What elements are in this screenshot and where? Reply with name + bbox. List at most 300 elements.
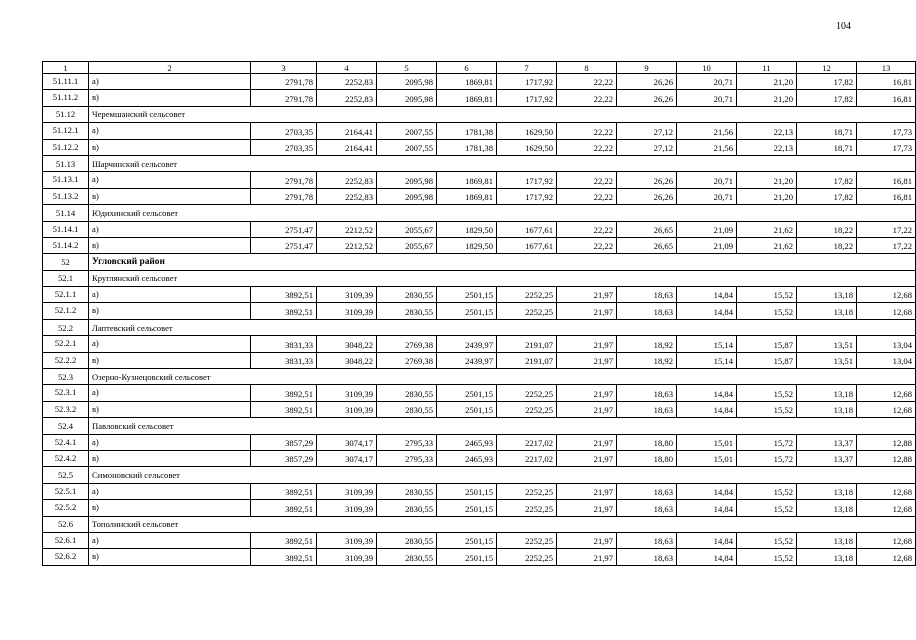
value-cell: 17,82 <box>797 188 857 204</box>
row-code: 51.13.2 <box>43 188 89 204</box>
row-code: 52.1 <box>43 270 89 286</box>
value-cell: 22,22 <box>557 139 617 155</box>
settlement-name: Озерно-Кузнецовский сельсовет <box>89 369 916 385</box>
value-cell: 2795,33 <box>377 434 437 450</box>
row-label: а) <box>89 221 251 237</box>
value-cell: 18,63 <box>617 287 677 303</box>
value-cell: 17,22 <box>857 237 916 253</box>
value-cell: 12,68 <box>857 287 916 303</box>
table-row <box>43 549 916 565</box>
value-cell: 27,12 <box>617 139 677 155</box>
value-cell: 2769,38 <box>377 352 437 368</box>
column-header: 4 <box>317 62 377 74</box>
value-cell: 21,97 <box>557 532 617 548</box>
value-cell: 3892,51 <box>251 532 317 548</box>
value-cell: 18,63 <box>617 385 677 401</box>
value-cell: 20,71 <box>677 172 737 188</box>
district-name: Угловский район <box>89 254 916 270</box>
value-cell: 18,63 <box>617 549 677 565</box>
value-cell: 1829,50 <box>437 237 497 253</box>
row-label: а) <box>89 123 251 139</box>
section-row <box>43 418 916 434</box>
value-cell: 1717,92 <box>497 172 557 188</box>
table-row <box>43 352 916 368</box>
row-label: а) <box>89 385 251 401</box>
settlement-name: Черемшанский сельсовет <box>89 106 916 122</box>
column-header: 3 <box>251 62 317 74</box>
value-cell: 15,01 <box>677 434 737 450</box>
value-cell: 15,87 <box>737 352 797 368</box>
value-cell: 2501,15 <box>437 483 497 499</box>
value-cell: 13,18 <box>797 385 857 401</box>
value-cell: 2501,15 <box>437 500 497 516</box>
value-cell: 3892,51 <box>251 303 317 319</box>
column-header: 8 <box>557 62 617 74</box>
value-cell: 15,52 <box>737 532 797 548</box>
table-row <box>43 139 916 155</box>
value-cell: 20,71 <box>677 74 737 90</box>
value-cell: 17,82 <box>797 90 857 106</box>
value-cell: 1629,50 <box>497 123 557 139</box>
section-row <box>43 319 916 335</box>
value-cell: 15,52 <box>737 483 797 499</box>
value-cell: 21,97 <box>557 352 617 368</box>
column-header: 13 <box>857 62 916 74</box>
value-cell: 22,13 <box>737 139 797 155</box>
tariff-table <box>42 61 916 566</box>
row-code: 51.14 <box>43 205 89 221</box>
value-cell: 3892,51 <box>251 500 317 516</box>
row-code: 52.5 <box>43 467 89 483</box>
value-cell: 3074,17 <box>317 434 377 450</box>
table-body <box>43 62 916 566</box>
value-cell: 21,62 <box>737 237 797 253</box>
value-cell: 14,84 <box>677 483 737 499</box>
value-cell: 12,88 <box>857 434 916 450</box>
row-label: в) <box>89 303 251 319</box>
row-code: 52.5.2 <box>43 500 89 516</box>
value-cell: 2791,78 <box>251 172 317 188</box>
value-cell: 17,82 <box>797 74 857 90</box>
value-cell: 3109,39 <box>317 500 377 516</box>
value-cell: 12,68 <box>857 483 916 499</box>
value-cell: 2164,41 <box>317 123 377 139</box>
value-cell: 2830,55 <box>377 385 437 401</box>
value-cell: 21,97 <box>557 336 617 352</box>
table-row <box>43 287 916 303</box>
value-cell: 13,04 <box>857 352 916 368</box>
value-cell: 2791,78 <box>251 90 317 106</box>
value-cell: 3074,17 <box>317 450 377 466</box>
value-cell: 13,37 <box>797 450 857 466</box>
value-cell: 3892,51 <box>251 549 317 565</box>
value-cell: 22,22 <box>557 172 617 188</box>
value-cell: 3109,39 <box>317 401 377 417</box>
value-cell: 18,71 <box>797 139 857 155</box>
value-cell: 21,56 <box>677 123 737 139</box>
value-cell: 15,01 <box>677 450 737 466</box>
value-cell: 13,04 <box>857 336 916 352</box>
value-cell: 2191,07 <box>497 336 557 352</box>
table-row <box>43 74 916 90</box>
value-cell: 18,80 <box>617 434 677 450</box>
value-cell: 21,97 <box>557 401 617 417</box>
value-cell: 21,97 <box>557 434 617 450</box>
value-cell: 1717,92 <box>497 90 557 106</box>
table-row <box>43 123 916 139</box>
value-cell: 2830,55 <box>377 303 437 319</box>
value-cell: 22,22 <box>557 221 617 237</box>
settlement-name: Симоновский сельсовет <box>89 467 916 483</box>
table-row <box>43 303 916 319</box>
table-row <box>43 500 916 516</box>
value-cell: 2007,55 <box>377 139 437 155</box>
row-code: 52.3.2 <box>43 401 89 417</box>
value-cell: 17,82 <box>797 172 857 188</box>
value-cell: 3048,22 <box>317 336 377 352</box>
value-cell: 3892,51 <box>251 385 317 401</box>
value-cell: 26,26 <box>617 74 677 90</box>
row-code: 51.13 <box>43 155 89 171</box>
value-cell: 17,73 <box>857 139 916 155</box>
table-row <box>43 483 916 499</box>
value-cell: 14,84 <box>677 385 737 401</box>
row-code: 52.4.2 <box>43 450 89 466</box>
settlement-name: Тополинский сельсовет <box>89 516 916 532</box>
value-cell: 1869,81 <box>437 90 497 106</box>
column-header: 2 <box>89 62 251 74</box>
settlement-name: Круглянский сельсовет <box>89 270 916 286</box>
row-label: а) <box>89 483 251 499</box>
value-cell: 2252,25 <box>497 287 557 303</box>
value-cell: 22,22 <box>557 188 617 204</box>
value-cell: 2252,25 <box>497 549 557 565</box>
value-cell: 3109,39 <box>317 303 377 319</box>
value-cell: 2055,67 <box>377 221 437 237</box>
row-code: 52.1.2 <box>43 303 89 319</box>
value-cell: 21,20 <box>737 188 797 204</box>
value-cell: 13,51 <box>797 336 857 352</box>
row-code: 51.12 <box>43 106 89 122</box>
value-cell: 2095,98 <box>377 188 437 204</box>
value-cell: 2252,25 <box>497 532 557 548</box>
row-label: а) <box>89 532 251 548</box>
value-cell: 21,09 <box>677 237 737 253</box>
value-cell: 2501,15 <box>437 385 497 401</box>
value-cell: 21,09 <box>677 221 737 237</box>
page-number: 104 <box>836 21 851 32</box>
row-code: 52.2 <box>43 319 89 335</box>
value-cell: 18,71 <box>797 123 857 139</box>
row-label: а) <box>89 336 251 352</box>
row-code: 51.11.1 <box>43 74 89 90</box>
value-cell: 2095,98 <box>377 172 437 188</box>
row-label: в) <box>89 90 251 106</box>
value-cell: 3109,39 <box>317 483 377 499</box>
value-cell: 2252,83 <box>317 172 377 188</box>
section-row <box>43 155 916 171</box>
value-cell: 20,71 <box>677 188 737 204</box>
table-row <box>43 172 916 188</box>
table-row <box>43 401 916 417</box>
column-header: 1 <box>43 62 89 74</box>
value-cell: 15,87 <box>737 336 797 352</box>
value-cell: 15,52 <box>737 401 797 417</box>
value-cell: 18,92 <box>617 336 677 352</box>
value-cell: 2212,52 <box>317 221 377 237</box>
row-code: 52.5.1 <box>43 483 89 499</box>
value-cell: 13,18 <box>797 549 857 565</box>
table-row <box>43 385 916 401</box>
row-code: 52.4.1 <box>43 434 89 450</box>
value-cell: 21,62 <box>737 221 797 237</box>
row-label: в) <box>89 237 251 253</box>
row-code: 51.14.1 <box>43 221 89 237</box>
row-label: а) <box>89 434 251 450</box>
settlement-name: Шарчинский сельсовет <box>89 155 916 171</box>
value-cell: 2795,33 <box>377 450 437 466</box>
table-row <box>43 532 916 548</box>
value-cell: 27,12 <box>617 123 677 139</box>
value-cell: 21,97 <box>557 303 617 319</box>
value-cell: 2164,41 <box>317 139 377 155</box>
value-cell: 2191,07 <box>497 352 557 368</box>
value-cell: 21,97 <box>557 549 617 565</box>
row-label: в) <box>89 549 251 565</box>
value-cell: 13,18 <box>797 303 857 319</box>
row-code: 51.13.1 <box>43 172 89 188</box>
row-code: 52.6.1 <box>43 532 89 548</box>
value-cell: 12,68 <box>857 549 916 565</box>
section-row <box>43 205 916 221</box>
value-cell: 12,68 <box>857 303 916 319</box>
row-code: 52 <box>43 254 89 270</box>
value-cell: 2252,83 <box>317 188 377 204</box>
value-cell: 22,22 <box>557 123 617 139</box>
section-row <box>43 369 916 385</box>
value-cell: 1629,50 <box>497 139 557 155</box>
row-label: в) <box>89 401 251 417</box>
value-cell: 26,65 <box>617 221 677 237</box>
value-cell: 2055,67 <box>377 237 437 253</box>
column-header: 6 <box>437 62 497 74</box>
value-cell: 2501,15 <box>437 303 497 319</box>
value-cell: 21,97 <box>557 500 617 516</box>
value-cell: 2830,55 <box>377 483 437 499</box>
value-cell: 15,52 <box>737 385 797 401</box>
value-cell: 21,97 <box>557 450 617 466</box>
column-header: 7 <box>497 62 557 74</box>
row-code: 52.2.1 <box>43 336 89 352</box>
value-cell: 1869,81 <box>437 74 497 90</box>
value-cell: 3109,39 <box>317 385 377 401</box>
value-cell: 2007,55 <box>377 123 437 139</box>
value-cell: 21,20 <box>737 74 797 90</box>
section-row <box>43 516 916 532</box>
value-cell: 1781,38 <box>437 139 497 155</box>
value-cell: 2212,52 <box>317 237 377 253</box>
column-header: 11 <box>737 62 797 74</box>
settlement-name: Лаптевский сельсовет <box>89 319 916 335</box>
value-cell: 26,26 <box>617 188 677 204</box>
district-row <box>43 254 916 270</box>
column-header: 10 <box>677 62 737 74</box>
value-cell: 3892,51 <box>251 401 317 417</box>
value-cell: 18,63 <box>617 532 677 548</box>
value-cell: 3109,39 <box>317 549 377 565</box>
value-cell: 13,18 <box>797 532 857 548</box>
row-code: 52.3.1 <box>43 385 89 401</box>
row-code: 51.12.2 <box>43 139 89 155</box>
value-cell: 1869,81 <box>437 188 497 204</box>
value-cell: 2439,97 <box>437 352 497 368</box>
value-cell: 3857,29 <box>251 434 317 450</box>
value-cell: 14,84 <box>677 500 737 516</box>
value-cell: 2439,97 <box>437 336 497 352</box>
value-cell: 12,68 <box>857 500 916 516</box>
value-cell: 2465,93 <box>437 450 497 466</box>
value-cell: 2751,47 <box>251 237 317 253</box>
value-cell: 2252,83 <box>317 90 377 106</box>
table-row <box>43 450 916 466</box>
section-row <box>43 467 916 483</box>
value-cell: 14,84 <box>677 303 737 319</box>
value-cell: 1677,61 <box>497 237 557 253</box>
value-cell: 22,13 <box>737 123 797 139</box>
value-cell: 16,81 <box>857 188 916 204</box>
value-cell: 26,26 <box>617 172 677 188</box>
value-cell: 2501,15 <box>437 287 497 303</box>
row-code: 51.11.2 <box>43 90 89 106</box>
value-cell: 1717,92 <box>497 188 557 204</box>
value-cell: 2095,98 <box>377 74 437 90</box>
value-cell: 18,80 <box>617 450 677 466</box>
value-cell: 2252,83 <box>317 74 377 90</box>
value-cell: 21,97 <box>557 385 617 401</box>
value-cell: 18,63 <box>617 303 677 319</box>
table-row <box>43 221 916 237</box>
value-cell: 22,22 <box>557 90 617 106</box>
value-cell: 3831,33 <box>251 352 317 368</box>
value-cell: 17,22 <box>857 221 916 237</box>
value-cell: 2830,55 <box>377 549 437 565</box>
table-row <box>43 336 916 352</box>
row-code: 52.6 <box>43 516 89 532</box>
value-cell: 3892,51 <box>251 287 317 303</box>
value-cell: 2703,35 <box>251 123 317 139</box>
value-cell: 2830,55 <box>377 532 437 548</box>
value-cell: 16,81 <box>857 74 916 90</box>
value-cell: 1781,38 <box>437 123 497 139</box>
value-cell: 2769,38 <box>377 336 437 352</box>
value-cell: 18,22 <box>797 221 857 237</box>
value-cell: 3892,51 <box>251 483 317 499</box>
row-code: 52.1.1 <box>43 287 89 303</box>
value-cell: 1869,81 <box>437 172 497 188</box>
value-cell: 1677,61 <box>497 221 557 237</box>
table-row <box>43 188 916 204</box>
table-row <box>43 434 916 450</box>
row-label: в) <box>89 188 251 204</box>
value-cell: 15,52 <box>737 287 797 303</box>
row-label: в) <box>89 450 251 466</box>
settlement-name: Юдихинский сельсовет <box>89 205 916 221</box>
value-cell: 12,68 <box>857 401 916 417</box>
value-cell: 2751,47 <box>251 221 317 237</box>
settlement-name: Павловский сельсовет <box>89 418 916 434</box>
row-label: а) <box>89 287 251 303</box>
value-cell: 18,22 <box>797 237 857 253</box>
value-cell: 21,20 <box>737 172 797 188</box>
value-cell: 15,14 <box>677 336 737 352</box>
value-cell: 22,22 <box>557 74 617 90</box>
value-cell: 22,22 <box>557 237 617 253</box>
value-cell: 14,84 <box>677 287 737 303</box>
value-cell: 2252,25 <box>497 483 557 499</box>
value-cell: 12,68 <box>857 385 916 401</box>
value-cell: 14,84 <box>677 532 737 548</box>
row-label: в) <box>89 352 251 368</box>
value-cell: 18,63 <box>617 500 677 516</box>
value-cell: 2791,78 <box>251 74 317 90</box>
value-cell: 2252,25 <box>497 385 557 401</box>
value-cell: 21,97 <box>557 287 617 303</box>
value-cell: 3831,33 <box>251 336 317 352</box>
value-cell: 20,71 <box>677 90 737 106</box>
value-cell: 1717,92 <box>497 74 557 90</box>
value-cell: 14,84 <box>677 549 737 565</box>
section-row <box>43 270 916 286</box>
value-cell: 2252,25 <box>497 303 557 319</box>
value-cell: 21,56 <box>677 139 737 155</box>
value-cell: 18,63 <box>617 401 677 417</box>
row-label: в) <box>89 500 251 516</box>
value-cell: 15,52 <box>737 549 797 565</box>
column-header: 12 <box>797 62 857 74</box>
table-row <box>43 90 916 106</box>
value-cell: 26,65 <box>617 237 677 253</box>
value-cell: 12,68 <box>857 532 916 548</box>
section-row <box>43 106 916 122</box>
value-cell: 26,26 <box>617 90 677 106</box>
value-cell: 2791,78 <box>251 188 317 204</box>
value-cell: 2830,55 <box>377 287 437 303</box>
value-cell: 15,14 <box>677 352 737 368</box>
value-cell: 2501,15 <box>437 532 497 548</box>
value-cell: 16,81 <box>857 90 916 106</box>
value-cell: 13,37 <box>797 434 857 450</box>
header-row <box>43 62 916 74</box>
value-cell: 14,84 <box>677 401 737 417</box>
row-code: 52.3 <box>43 369 89 385</box>
value-cell: 2217,02 <box>497 434 557 450</box>
value-cell: 2465,93 <box>437 434 497 450</box>
value-cell: 2501,15 <box>437 401 497 417</box>
value-cell: 3048,22 <box>317 352 377 368</box>
row-label: в) <box>89 139 251 155</box>
value-cell: 3857,29 <box>251 450 317 466</box>
value-cell: 15,72 <box>737 450 797 466</box>
value-cell: 2703,35 <box>251 139 317 155</box>
value-cell: 13,18 <box>797 500 857 516</box>
value-cell: 18,63 <box>617 483 677 499</box>
row-label: а) <box>89 172 251 188</box>
row-code: 52.2.2 <box>43 352 89 368</box>
value-cell: 2252,25 <box>497 401 557 417</box>
value-cell: 18,92 <box>617 352 677 368</box>
row-code: 51.14.2 <box>43 237 89 253</box>
value-cell: 21,20 <box>737 90 797 106</box>
